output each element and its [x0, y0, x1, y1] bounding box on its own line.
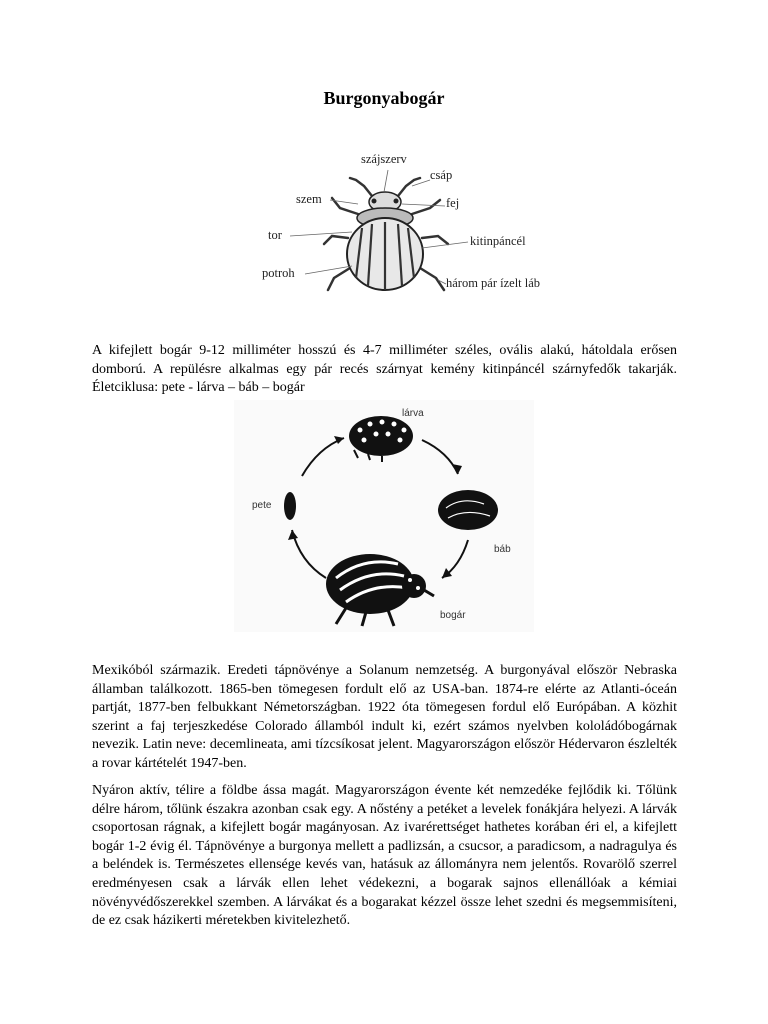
- page-title: Burgonyabogár: [323, 88, 445, 108]
- label-pete: pete: [252, 500, 272, 511]
- paragraph-1: A kifejlett bogár 9-12 milliméter hosszú és 4-7 milliméter széles, ovális alakú, hátoldala erősen domború. A repülésre alkalmas egy pár recés szárnyat kemény kitinpáncél szárnyfedők takarják. Életciklusa: pete - lárva – báb – bogár: [92, 343, 677, 396]
- label-csap: csáp: [430, 168, 453, 182]
- paragraph-3: Nyáron aktív, télire a földbe ássa magát. Magyarországon évente két nemzedéke fejlődik ki. Tőlünk délre három, tőlünk északra azonban csak egy. A nőstény a petéket a levelek fonákjára helyezi. A lárvák csoportosan rágnak, a kifejlett bogár magányosan. Az ivarérettséget hathetes korában éri el, a kifejlett bogár 1-2 évig él. Tápnövénye a burgonya mellett a padlizsán, a csucsor, a paradicsom, a nadragulya és a beléndek is. Természetes ellensége kevés van, hatásuk az állományra nem jelentős. Rovarölő szerrel eredményesen csak a lárvák ellen lehet védekezni, a bogarak sajnos ellenállóak a kémiai növényvédőszerekkel szemben. A lárvákat és a bogarakat kézzel össze lehet szedni és megsemmisíteni, de ez csak házikerti méretekben kivitelezhető.: [92, 783, 677, 929]
- label-tor: tor: [268, 228, 282, 242]
- egg-icon: [284, 492, 296, 520]
- label-bab: báb: [494, 544, 511, 555]
- label-fej: fej: [446, 196, 460, 210]
- label-szem: szem: [296, 192, 322, 206]
- label-larva: lárva: [402, 408, 424, 419]
- lifecycle-illustration: [234, 400, 534, 632]
- label-szajszerv: szájszerv: [361, 152, 407, 166]
- label-bogar: bogár: [440, 610, 466, 621]
- label-kitinpancel: kitinpáncél: [470, 234, 526, 248]
- label-lab: három pár ízelt láb: [446, 276, 541, 290]
- label-potroh: potroh: [262, 266, 295, 280]
- paragraph-2: Mexikóból származik. Eredeti tápnövénye a Solanum nemzetség. A burgonyával először Nebraska államban találkozott. 1865-ben tömegesen fordult elő az USA-ban. 1874-re elérte az Atlanti-óceán partját, 1877-ben felbukkant Németországban. 1922 óta tömegesen fordul elő Európában. A közhit szerint a faj terjeszkedése Colorado államból indult ki, ezért számos nyelvben kololádóbogárnak nevezik. Latin neve: decemlineata, ami tízcsíkosat jelent. Magyarországon először Hédervaron észlelték a rovar kártételét 1947-ben.: [92, 663, 677, 771]
- pupa-icon: [438, 490, 498, 530]
